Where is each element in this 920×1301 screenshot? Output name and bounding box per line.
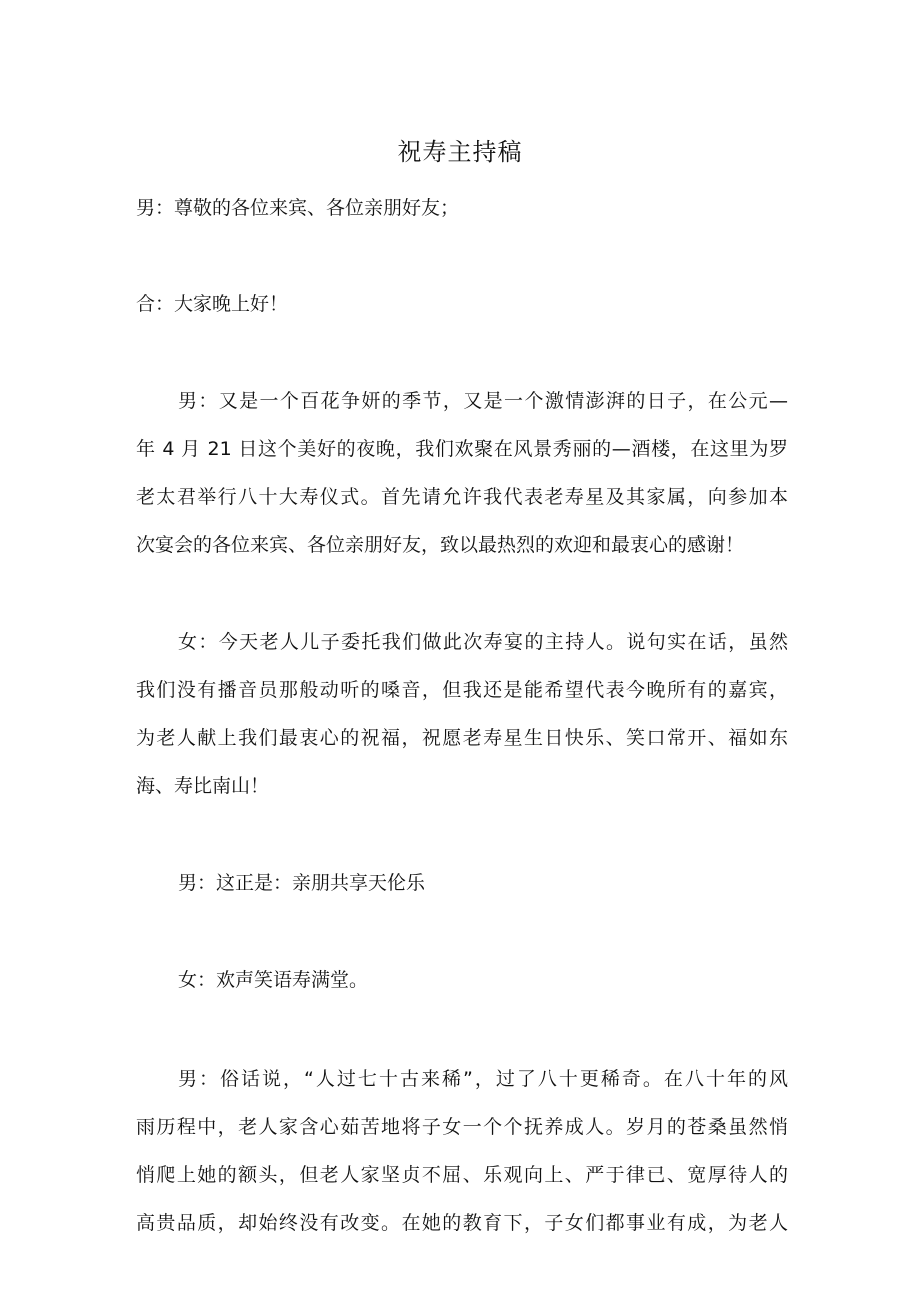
paragraph-line: 海、寿比南山！	[136, 775, 270, 797]
paragraph-line: 雨历程中，老人家含心茹苦地将子女一个个抚养成人。岁月的苍桑虽然悄	[136, 1116, 788, 1138]
paragraph-line: 为老人献上我们最衷心的祝福，祝愿老寿星生日快乐、笑口常开、福如东	[136, 727, 788, 749]
paragraph-line: 我们没有播音员那般动听的嗓音，但我还是能希望代表今晚所有的嘉宾，	[136, 679, 788, 701]
speech-line-female: 女：欢声笑语寿满堂。	[178, 969, 369, 991]
paragraph-line: 女：今天老人儿子委托我们做此次寿宴的主持人。说句实在话，虽然	[178, 631, 788, 653]
speech-line-greeting-together: 合：大家晚上好！	[136, 293, 289, 315]
paragraph-line: 男：又是一个百花争妍的季节，又是一个激情澎湃的日子，在公元—	[178, 390, 788, 412]
speech-line-male: 男：这正是：亲朋共享天伦乐	[178, 872, 426, 894]
paragraph-line: 老太君举行八十大寿仪式。首先请允许我代表老寿星及其家属，向参加本	[136, 486, 788, 508]
paragraph-line: 年 4 月 21 日这个美好的夜晚，我们欢聚在风景秀丽的—酒楼，在这里为罗	[136, 438, 788, 460]
document-title: 祝寿主持稿	[397, 138, 523, 166]
paragraph-line: 次宴会的各位来宾、各位亲朋好友，致以最热烈的欢迎和最衷心的感谢！	[136, 534, 745, 556]
paragraph-line: 悄爬上她的额头，但老人家坚贞不屈、乐观向上、严于律已、宽厚待人的	[136, 1164, 788, 1186]
paragraph-line: 高贵品质，却始终没有改变。在她的教育下，子女们都事业有成，为老人	[136, 1212, 788, 1234]
paragraph-line: 男：俗话说，“人过七十古来稀”，过了八十更稀奇。在八十年的风	[178, 1068, 788, 1090]
speech-line-greeting-male: 男：尊敬的各位来宾、各位亲朋好友；	[136, 197, 460, 219]
